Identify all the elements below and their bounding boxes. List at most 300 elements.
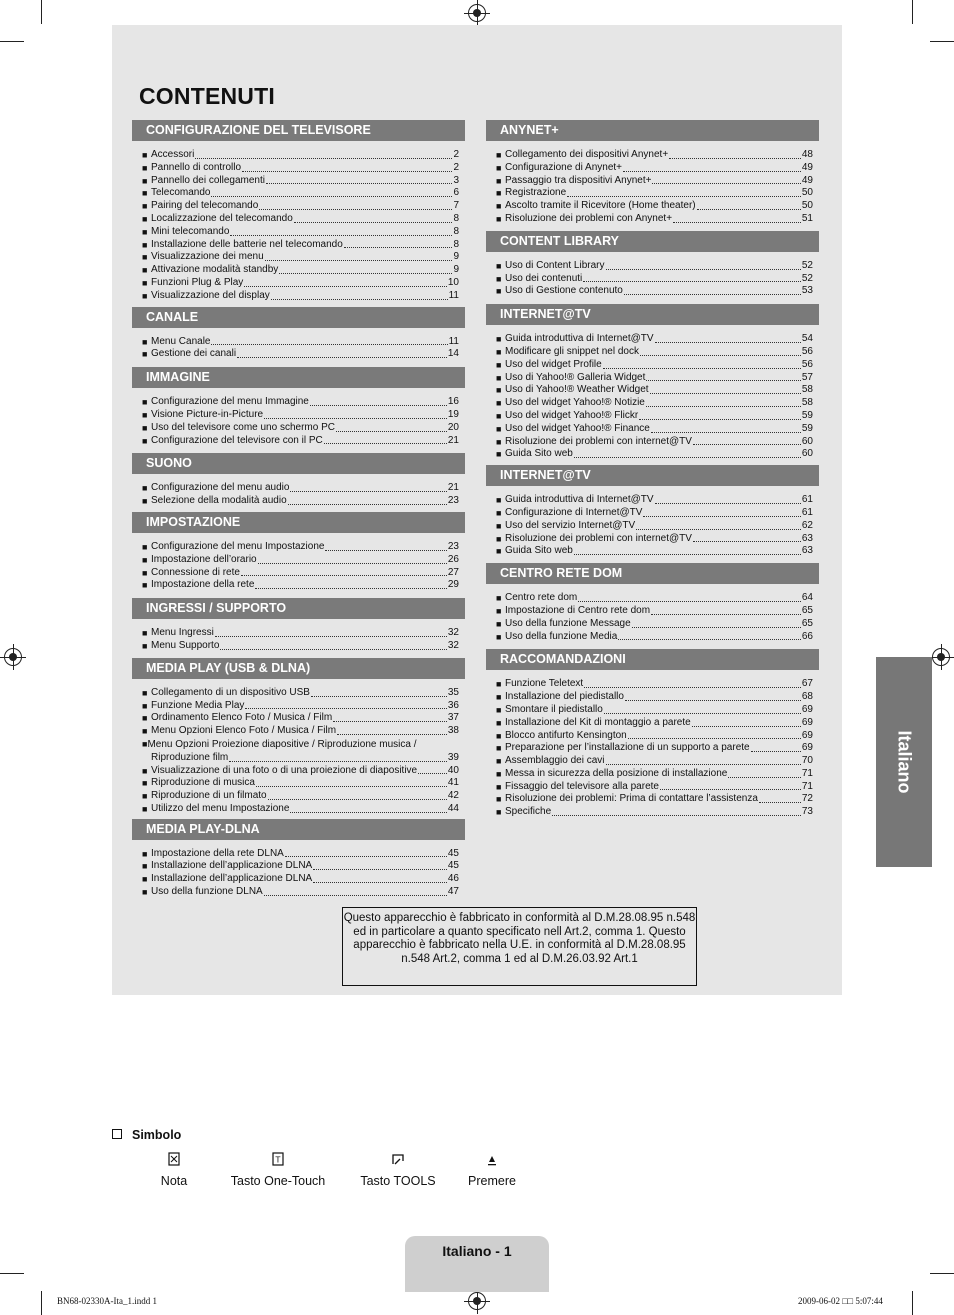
toc-entry-page: 73	[801, 806, 813, 818]
toc-entry-page: 19	[447, 408, 459, 420]
dot-leader	[552, 815, 801, 816]
dot-leader	[266, 183, 452, 184]
toc-entry[interactable]	[496, 678, 813, 691]
toc-entry-page: 57	[801, 371, 813, 383]
toc-entry-label: Guida introduttiva di Internet@TV	[505, 494, 654, 506]
toc-entry[interactable]	[496, 618, 813, 631]
toc-entry[interactable]	[496, 631, 813, 644]
dot-leader	[623, 171, 801, 172]
toc-entry-page: 63	[801, 532, 813, 544]
bullet-icon: ■	[496, 520, 502, 531]
bullet-icon: ■	[142, 409, 148, 420]
toc-entry[interactable]	[496, 448, 813, 461]
toc-entry[interactable]	[496, 533, 813, 546]
toc-entry[interactable]	[142, 175, 459, 188]
toc-entry-page: 42	[447, 790, 459, 802]
toc-entry[interactable]	[496, 507, 813, 520]
toc-entry[interactable]	[142, 422, 459, 435]
toc-entry-label: Visualizzazione dei menu	[151, 251, 264, 263]
toc-entry[interactable]	[142, 162, 459, 175]
toc-entry-page: 46	[447, 873, 459, 885]
dot-leader	[583, 281, 801, 282]
toc-entry-page: 66	[801, 630, 813, 642]
dot-leader	[606, 269, 801, 270]
section-heading: INGRESSI / SUPPORTO	[132, 598, 465, 619]
toc-entry-label: Telecomando	[151, 187, 211, 199]
bullet-icon: ■	[496, 717, 502, 728]
language-tab	[876, 657, 932, 867]
toc-entry-page: 32	[447, 627, 459, 639]
toc-entry-page: 38	[447, 725, 459, 737]
toc-entry-page: 35	[447, 686, 459, 698]
toc-entry[interactable]	[496, 691, 813, 704]
dot-leader	[337, 734, 447, 735]
toc-entry[interactable]	[496, 520, 813, 533]
section-heading: INTERNET@TV	[486, 304, 819, 325]
bullet-icon: ■	[496, 150, 502, 160]
dot-leader	[625, 700, 801, 701]
toc-entry-label: Risoluzione dei problemi: Prima di contattare l’assistenza	[505, 793, 758, 805]
bullet-icon: ■	[496, 593, 502, 604]
dot-leader	[604, 713, 801, 714]
toc-entry[interactable]	[142, 777, 459, 790]
toc-entry[interactable]	[142, 725, 459, 738]
toc-entry[interactable]	[496, 187, 813, 200]
dot-leader	[646, 406, 801, 407]
toc-entry[interactable]	[496, 768, 813, 781]
toc-entry-page: 8	[453, 238, 459, 250]
toc-entry-page: 60	[801, 448, 813, 460]
toc-entry-page: 65	[801, 617, 813, 629]
toc-entry-page: 69	[801, 729, 813, 741]
bullet-icon: ■	[142, 803, 148, 814]
dot-leader	[264, 418, 447, 419]
bullet-icon: ■	[142, 422, 148, 433]
toc-entry-page: 21	[447, 482, 459, 494]
dot-leader	[264, 895, 447, 896]
toc-entry-page: 49	[801, 161, 813, 173]
dot-leader	[215, 636, 447, 637]
dot-leader	[195, 158, 452, 159]
toc-entry-label: Funzione Teletext	[505, 678, 584, 690]
toc-list	[486, 678, 819, 819]
toc-entry-page: 32	[447, 639, 459, 651]
dot-leader	[584, 687, 801, 688]
symbol-note	[154, 1150, 194, 1188]
bullet-icon: ■	[142, 175, 148, 186]
bullet-icon: ■	[142, 541, 148, 552]
toc-entry-label: Passaggio tra dispositivi Anynet+	[505, 174, 652, 186]
dot-leader	[255, 588, 446, 589]
toc-entry[interactable]	[142, 290, 459, 303]
toc-entry-page: 23	[447, 495, 459, 507]
toc-entry[interactable]	[142, 149, 459, 162]
bullet-icon: ■	[496, 188, 502, 199]
toc-entry-label: Uso del widget Yahoo!® Flickr	[505, 409, 639, 421]
toc-entry-label: Blocco antifurto Kensington	[505, 729, 627, 741]
registration-mark-icon	[4, 648, 22, 666]
dot-leader	[244, 286, 447, 287]
dot-leader	[632, 627, 801, 628]
toc-entry-label: Visualizzazione del display	[151, 289, 270, 301]
crop-mark	[0, 41, 24, 42]
section-heading: INTERNET@TV	[486, 465, 819, 486]
toc-entry-page: 71	[801, 780, 813, 792]
dot-leader	[636, 529, 801, 530]
bullet-icon: ■	[496, 533, 502, 544]
toc-entry-page: 69	[801, 742, 813, 754]
bullet-icon: ■	[142, 397, 148, 408]
toc-entry-page: 7	[453, 200, 459, 212]
toc-entry[interactable]	[496, 410, 813, 423]
toc-entry[interactable]	[496, 545, 813, 558]
toc-entry-label: Funzione Media Play	[151, 699, 245, 711]
bullet-icon: ■	[142, 713, 148, 724]
toc-entry[interactable]	[142, 277, 459, 290]
toc-entry[interactable]	[496, 333, 813, 346]
toc-entry[interactable]	[142, 187, 459, 200]
bullet-icon: ■	[142, 554, 148, 565]
section-heading: MEDIA PLAY (USB & DLNA)	[132, 658, 465, 679]
bullet-icon: ■	[496, 679, 502, 690]
toc-entry[interactable]	[496, 260, 813, 273]
toc-entry-page: 67	[801, 678, 813, 690]
toc-entry-page: 50	[801, 200, 813, 212]
toc-entry[interactable]	[496, 605, 813, 618]
crop-mark	[912, 1291, 913, 1315]
dot-leader	[268, 799, 447, 800]
crop-mark	[930, 1273, 954, 1274]
toc-entry-page: 9	[453, 264, 459, 276]
dot-leader	[639, 419, 801, 420]
toc-entry[interactable]	[496, 423, 813, 436]
toc-entry-page: 2	[453, 161, 459, 173]
toc-entry-page: 61	[801, 494, 813, 506]
toc-entry[interactable]	[496, 717, 813, 730]
toc-entry-page: 3	[453, 174, 459, 186]
dot-leader	[242, 171, 452, 172]
toc-entry-label: Assemblaggio dei cavi	[505, 755, 605, 767]
toc-entry[interactable]	[496, 436, 813, 449]
toc-entry-page: 56	[801, 358, 813, 370]
toc-entry-label: Configurazione di Anynet+	[505, 161, 623, 173]
toc-entry-label: Risoluzione dei problemi con internet@TV	[505, 435, 692, 447]
registration-mark-icon	[932, 648, 950, 666]
dot-leader	[669, 158, 801, 159]
toc-entry-page: 29	[447, 579, 459, 591]
bullet-icon: ■	[142, 791, 148, 802]
toc-entry[interactable]	[142, 873, 459, 886]
toc-entry-label: Pairing del telecomando	[151, 200, 259, 212]
toc-entry[interactable]	[142, 213, 459, 226]
bullet-icon: ■	[496, 385, 502, 396]
toc-entry[interactable]	[496, 359, 813, 372]
bullet-icon: ■	[496, 507, 502, 518]
section-heading: RACCOMANDAZIONI	[486, 649, 819, 670]
toc-entry[interactable]	[142, 348, 459, 361]
toc-list	[486, 592, 819, 643]
toc-entry-label: Ascolto tramite il Ricevitore (Home theater)	[505, 200, 696, 212]
toc-entry[interactable]	[142, 712, 459, 725]
dot-leader	[256, 786, 447, 787]
bullet-icon: ■	[142, 226, 148, 237]
crop-mark	[0, 1273, 24, 1274]
toc-entry[interactable]	[142, 627, 459, 640]
toc-entry-label: Visualizzazione di una foto o di una proiezione di diapositive	[151, 764, 418, 776]
toc-entry[interactable]	[142, 700, 459, 713]
bullet-icon: ■	[496, 743, 502, 754]
toc-entry[interactable]	[142, 567, 459, 580]
registration-mark-icon	[468, 1292, 486, 1310]
toc-entry[interactable]	[496, 781, 813, 794]
one-touch-icon	[228, 1150, 328, 1168]
toc-entry-page: 37	[447, 712, 459, 724]
toc-entry[interactable]	[142, 495, 459, 508]
toc-entry[interactable]	[496, 755, 813, 768]
toc-entry-page: 49	[801, 174, 813, 186]
bullet-icon: ■	[496, 794, 502, 805]
toc-entry-label: Installazione delle batterie nel telecomando	[151, 238, 343, 250]
symbol-label: Tasto One-Touch	[230, 1174, 326, 1188]
press-icon	[464, 1150, 520, 1168]
toc-entry-label: Uso di Content Library	[505, 259, 605, 271]
dot-leader	[628, 738, 801, 739]
bullet-icon: ■	[142, 848, 148, 859]
toc-entry[interactable]	[496, 149, 813, 162]
symbol-one-touch	[228, 1150, 328, 1188]
bullet-icon: ■	[496, 756, 502, 767]
toc-entry-page: 47	[447, 886, 459, 898]
toc-entry-page: 45	[447, 847, 459, 859]
toc-entry[interactable]	[142, 860, 459, 873]
toc-entry[interactable]	[496, 175, 813, 188]
toc-entry-page: 20	[447, 421, 459, 433]
toc-entry[interactable]	[496, 704, 813, 717]
toc-entry-page: 9	[453, 251, 459, 263]
symbol-tools	[356, 1150, 440, 1188]
dot-leader	[259, 209, 452, 210]
dot-leader	[652, 183, 800, 184]
toc-entry[interactable]	[142, 264, 459, 277]
section-heading: CONFIGURAZIONE DEL TELEVISORE	[132, 120, 465, 141]
toc-entry-page: 58	[801, 397, 813, 409]
bullet-icon: ■	[142, 874, 148, 885]
toc-entry[interactable]	[142, 541, 459, 554]
toc-entry[interactable]	[142, 886, 459, 899]
toc-entry[interactable]	[142, 687, 459, 700]
toc-entry-label: Preparazione per l’installazione di un supporto a parete	[505, 742, 750, 754]
bullet-icon: ■	[142, 640, 148, 651]
toc-entry[interactable]	[496, 273, 813, 286]
bullet-icon: ■	[142, 483, 148, 494]
bullet-icon: ■	[142, 700, 148, 711]
toc-list	[132, 627, 465, 653]
bullet-icon: ■	[496, 398, 502, 409]
dot-leader	[265, 260, 453, 261]
bullet-icon: ■	[142, 213, 148, 224]
toc-entry-label: Specifiche	[505, 806, 552, 818]
toc-entry[interactable]	[142, 579, 459, 592]
toc-entry-label: Menu Opzioni Proiezione diapositive / Riproduzione musica /	[147, 738, 417, 750]
crop-mark	[41, 0, 42, 24]
toc-entry-label: Configurazione del menu audio	[151, 482, 290, 494]
toc-entry-label: Installazione del piedistallo	[505, 691, 624, 703]
dot-leader	[325, 550, 446, 551]
dot-leader	[245, 708, 446, 709]
bullet-icon: ■	[496, 631, 502, 642]
bullet-icon: ■	[142, 290, 148, 301]
toc-entry-page: 2	[453, 149, 459, 160]
bullet-icon: ■	[496, 704, 502, 715]
bullet-icon: ■	[496, 449, 502, 460]
svg-text:T: T	[275, 1155, 281, 1165]
toc-entry[interactable]	[142, 239, 459, 252]
dot-leader	[697, 209, 801, 210]
bullet-icon: ■	[496, 423, 502, 434]
toc-entry-page: 69	[801, 716, 813, 728]
toc-entry-label: Centro rete dom	[505, 592, 578, 604]
language-tab-label: Italiano	[894, 730, 915, 794]
bullet-icon: ■	[142, 162, 148, 173]
toc-entry-label: Funzioni Plug & Play	[151, 276, 244, 288]
toc-entry-page: 14	[447, 348, 459, 360]
toc-entry[interactable]	[496, 397, 813, 410]
toc-entry[interactable]	[496, 384, 813, 397]
toc-right-column	[486, 120, 819, 819]
toc-entry-label: Menu Opzioni Elenco Foto / Musica / Film	[151, 725, 337, 737]
dot-leader	[288, 504, 447, 505]
toc-entry-label: Uso di Yahoo!® Weather Widget	[505, 384, 649, 396]
dot-leader	[640, 355, 801, 356]
page-title: CONTENUTI	[139, 83, 275, 109]
toc-entry[interactable]	[142, 396, 459, 409]
toc-entry[interactable]	[142, 409, 459, 422]
toc-entry[interactable]	[496, 162, 813, 175]
toc-list	[132, 336, 465, 362]
toc-entry-page: 10	[447, 276, 459, 288]
toc-entry-page: 39	[447, 751, 459, 763]
toc-entry[interactable]	[496, 592, 813, 605]
toc-entry-page: 40	[447, 764, 459, 776]
bullet-icon: ■	[496, 372, 502, 383]
toc-entry[interactable]	[496, 494, 813, 507]
toc-entry[interactable]	[142, 803, 459, 816]
toc-list	[132, 848, 465, 899]
toc-entry-label: Installazione dell’applicazione DLNA	[151, 860, 313, 872]
toc-entry[interactable]	[142, 336, 459, 349]
toc-entry-label: Uso della funzione Message	[505, 617, 631, 629]
toc-entry[interactable]	[142, 435, 459, 448]
toc-list	[132, 482, 465, 508]
dot-leader	[673, 222, 801, 223]
dot-leader	[418, 773, 447, 774]
toc-entry[interactable]	[496, 346, 813, 359]
toc-entry[interactable]	[496, 200, 813, 213]
toc-entry[interactable]	[142, 640, 459, 653]
toc-entry[interactable]	[142, 200, 459, 213]
toc-entry[interactable]	[496, 730, 813, 743]
toc-entry[interactable]	[142, 482, 459, 495]
bullet-icon: ■	[496, 495, 502, 506]
crop-mark	[912, 0, 913, 24]
toc-entry[interactable]	[142, 790, 459, 803]
toc-entry-label: Menu Ingressi	[151, 627, 214, 639]
toc-entry-label: Riproduzione di musica	[151, 777, 255, 789]
toc-entry-page: 59	[801, 409, 813, 421]
section-heading: ANYNET+	[486, 120, 819, 141]
bullet-icon: ■	[496, 213, 502, 224]
toc-entry-page: 71	[801, 767, 813, 779]
toc-entry-page: 11	[448, 335, 459, 347]
toc-entry-label: Uso della funzione Media	[505, 630, 618, 642]
toc-entry-page: 21	[447, 434, 459, 446]
bullet-icon: ■	[142, 567, 148, 578]
toc-entry-label: Impostazione della rete	[151, 579, 255, 591]
dot-leader	[655, 342, 801, 343]
toc-entry-label: Pannello dei collegamenti	[151, 174, 265, 186]
toc-entry[interactable]	[496, 742, 813, 755]
dot-leader	[624, 294, 801, 295]
toc-entry[interactable]	[142, 226, 459, 239]
toc-entry[interactable]	[496, 372, 813, 385]
toc-entry-label: Registrazione	[505, 187, 567, 199]
bullet-icon: ■	[142, 778, 148, 789]
dot-leader	[655, 503, 801, 504]
symbol-press	[464, 1150, 520, 1188]
toc-entry-label: Pannello di controllo	[151, 161, 242, 173]
bullet-icon: ■	[142, 252, 148, 263]
dot-leader	[693, 444, 801, 445]
toc-entry-page: 51	[801, 212, 813, 224]
toc-entry-label: Modificare gli snippet nel dock	[505, 345, 639, 357]
section-heading: IMPOSTAZIONE	[132, 512, 465, 533]
toc-entry-page: 64	[801, 592, 813, 604]
dot-leader	[333, 721, 447, 722]
dot-leader	[692, 726, 801, 727]
dot-leader	[271, 299, 448, 300]
toc-entry-page: 16	[447, 396, 459, 408]
toc-entry[interactable]	[142, 765, 459, 778]
toc-entry-page: 6	[453, 187, 459, 199]
toc-entry[interactable]	[142, 848, 459, 861]
bullet-icon: ■	[142, 496, 148, 507]
toc-entry-page: 23	[447, 540, 459, 552]
toc-entry[interactable]	[496, 213, 813, 226]
bullet-icon: ■	[142, 349, 148, 360]
dot-leader	[324, 443, 447, 444]
toc-entry[interactable]	[496, 285, 813, 298]
toc-entry-label: Uso del widget Yahoo!® Notizie	[505, 397, 645, 409]
toc-entry-label: Impostazione di Centro rete dom	[505, 604, 651, 616]
toc-entry-label: Menu Supporto	[151, 639, 220, 651]
toc-entry[interactable]	[142, 554, 459, 567]
toc-entry[interactable]	[496, 793, 813, 806]
dot-leader	[650, 393, 801, 394]
dot-leader	[660, 789, 801, 790]
toc-entry-page: 63	[801, 545, 813, 557]
toc-entry-label: Utilizzo del menu Impostazione	[151, 802, 290, 814]
toc-entry-page: 48	[801, 149, 813, 160]
toc-entry-label: Menu Canale	[151, 335, 211, 347]
toc-entry[interactable]	[142, 738, 459, 765]
symbols-heading	[112, 1128, 181, 1142]
symbol-label: Premere	[468, 1174, 516, 1188]
toc-entry-page: 53	[801, 285, 813, 297]
toc-entry[interactable]	[496, 806, 813, 819]
toc-list	[486, 149, 819, 226]
toc-list	[132, 149, 465, 303]
toc-entry[interactable]	[142, 251, 459, 264]
